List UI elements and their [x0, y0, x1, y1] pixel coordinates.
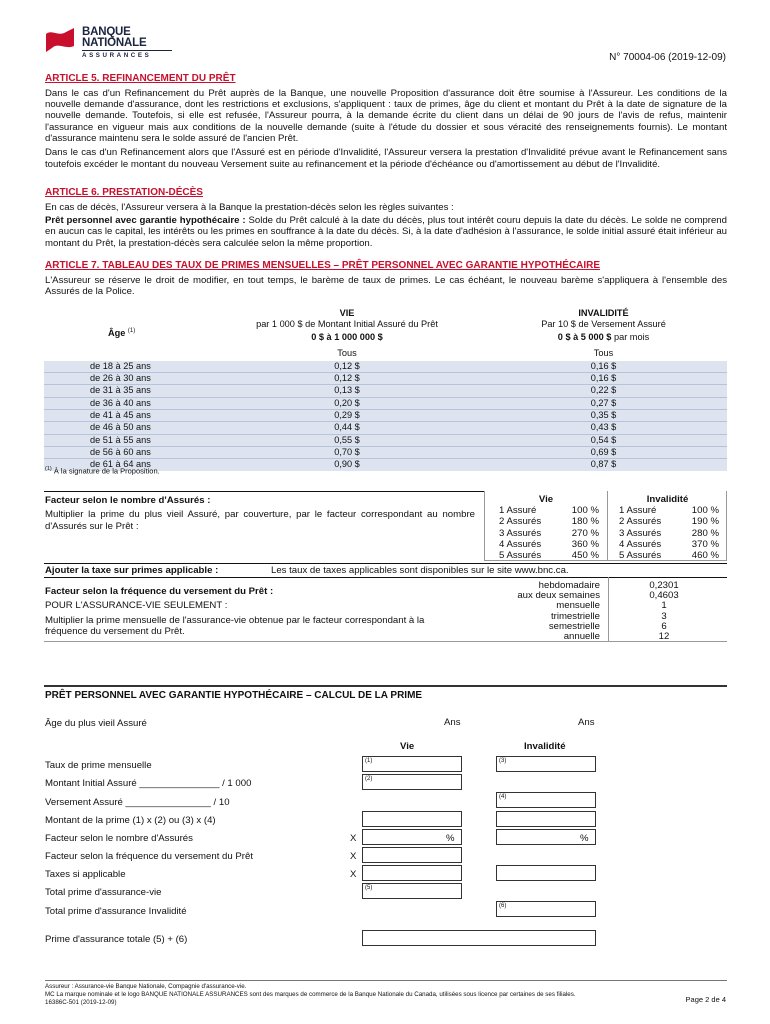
mark-5: (5): [365, 885, 373, 891]
rate-cell-age: de 56 à 60 ans: [44, 446, 214, 458]
frequency-text: Multiplier la prime mensuelle de l'assurance-vie obtenue par le facteur correspondant à la fréquence du versement du Prêt.: [45, 614, 425, 637]
factor-percent: 100 %: [691, 505, 719, 516]
frequency-column-divider: [608, 577, 609, 641]
pct-vie: %: [446, 833, 455, 844]
article-5: [45, 73, 727, 170]
x-mark-taxes: X: [350, 869, 357, 880]
rates-body: [44, 361, 727, 471]
invalidite-range-amount: 0 $ à 5 000 $: [557, 332, 612, 343]
logo-divider: [82, 50, 172, 51]
frequency-value: 12: [658, 630, 670, 642]
label-prime-totale: Prime d'assurance totale (5) + (6): [45, 934, 188, 945]
frequency-title: Facteur selon la fréquence du versement du Prêt :: [45, 586, 274, 597]
logo-line2: NATIONALE: [82, 37, 147, 49]
taxes-title: Ajouter la taxe sur primes applicable :: [45, 565, 219, 576]
label-prime: Montant de la prime (1) x (2) ou (3) x (4): [45, 815, 216, 826]
article-5-title: ARTICLE 5. REFINANCEMENT DU PRÊT: [45, 73, 236, 84]
calc-title: PRÊT PERSONNEL AVEC GARANTIE HYPOTHÉCAIRE – CALCUL DE LA PRIME: [45, 690, 423, 701]
article-6-paragraph-1: En cas de décès, l'Assureur versera à la Banque la prestation-décès selon les règles suivantes :: [45, 201, 454, 213]
rate-cell-vie: 0,12 $: [214, 361, 480, 373]
frequency-label: hebdomadaire: [538, 580, 600, 591]
label-versement: Versement Assuré ________________ / 10: [45, 797, 230, 808]
article-7-paragraph: L'Assureur se réserve le droit de modifier, en tout temps, le barème de taux de primes. Le cas échéant, le nouveau barème s'appliquera à l'ensemble des Assurés de la Police.: [45, 274, 727, 298]
factor-assures-text: Multiplier la prime du plus vieil Assuré, par couverture, par le facteur correspondant au nombre d'Assurés sur le Prêt :: [45, 509, 475, 532]
logo-line1: BANQUE: [82, 26, 131, 38]
frequency-label: trimestrielle: [550, 610, 600, 622]
frequency-value: 1: [661, 600, 667, 612]
logo-flag-icon: [44, 28, 76, 52]
rate-row: [44, 422, 727, 434]
rate-cell-vie: 0,55 $: [214, 434, 480, 446]
article-6-bold: Prêt personnel avec garantie hypothécaire :: [45, 215, 246, 227]
rate-row: [44, 446, 727, 458]
frequency-label: semestrielle: [548, 620, 600, 632]
factor-row: [619, 505, 719, 516]
calc-col-invalidite: Invalidité: [524, 741, 566, 752]
age-header-note: (1): [127, 328, 136, 335]
pct-invalidite: %: [580, 833, 589, 844]
factor-percent: 270 %: [571, 527, 599, 539]
factor-assures-text-block: [45, 495, 475, 532]
footer: [45, 980, 727, 1007]
factor-row: [619, 539, 719, 550]
input-taxes-invalidite[interactable]: [496, 865, 596, 881]
rate-cell-vie: 0,70 $: [214, 446, 480, 458]
label-montant: Montant Initial Assuré _______________ / 1 000: [45, 778, 252, 789]
rate-row: [44, 397, 727, 409]
calc-ans-2: Ans: [578, 717, 595, 728]
factor-row: [499, 505, 599, 516]
rate-cell-vie: 0,44 $: [214, 422, 480, 434]
factor-row: [619, 550, 719, 561]
factor-row: [619, 516, 719, 527]
article-7-title: ARTICLE 7. TABLEAU DES TAUX DE PRIMES MENSUELLES – PRÊT PERSONNEL AVEC GARANTIE HYPOTHÉCAIRE: [45, 260, 601, 271]
mark-2: (2): [365, 776, 373, 782]
x-mark-frequence: X: [350, 851, 357, 862]
article-7: [45, 260, 727, 297]
label-total-vie: Total prime d'assurance-vie: [45, 887, 162, 898]
frequency-values: [614, 580, 714, 641]
input-versement-invalidite[interactable]: [496, 792, 596, 808]
vie-range: 0 $ à 1 000 000 $: [214, 330, 480, 346]
rates-table: [44, 307, 727, 471]
mark-3: (3): [499, 758, 507, 764]
factor-count: 1 Assuré: [499, 505, 537, 516]
frequency-labels: [470, 580, 600, 641]
rate-cell-age: de 51 à 55 ans: [44, 434, 214, 446]
invalidite-subheader: Par 10 $ de Versement Assuré: [480, 319, 727, 330]
article-5-paragraph-1: Dans le cas d'un Refinancement du Prêt auprès de la Banque, une nouvelle Proposition d'assurance doit être soumise à l'Assureur. Les conditions de la nouvelle demande d'assurance, dont les restrictions et exclusions, s'appliquent : taux de primes, âge du client et montant du Prêt à la date de signature de la nouvelle demande. Toutefois, si elle est refusée, l'Assureur pourra, à la demande écrite du client dans un délai de 90 jours de l'avis de refus, maintenir l'assurance en vigueur mais aux conditions de la nouvelle demande (suite à l'étude du dossier et sous véracité des renseignements fournis). Le montant d'assurance maintenu sera le solde assuré de l'ancien Prêt.: [45, 87, 727, 145]
age-header-label: Âge: [108, 328, 126, 339]
bank-logo: [44, 26, 204, 62]
rates-footnote-text: À la signature de la Proposition.: [51, 466, 160, 476]
input-total-vie[interactable]: [362, 883, 462, 899]
input-total-invalidite[interactable]: [496, 901, 596, 917]
vie-subheader: par 1 000 $ de Montant Initial Assuré du Prêt: [214, 319, 480, 330]
frequency-label: aux deux semaines: [517, 590, 600, 602]
vie-who: Tous: [214, 346, 480, 361]
article-6-title: ARTICLE 6. PRESTATION-DÉCÈS: [45, 187, 203, 198]
rate-row: [44, 434, 727, 446]
factor-count: 3 Assurés: [619, 527, 662, 539]
factor-inv-header: Invalidité: [646, 494, 689, 505]
input-taux-vie[interactable]: [362, 756, 462, 772]
rates-footnote-mark: (1): [45, 466, 52, 472]
input-montant-vie[interactable]: [362, 774, 462, 790]
invalidite-range: [480, 330, 727, 346]
input-taxes-vie[interactable]: [362, 865, 462, 881]
x-mark-assures: X: [350, 833, 357, 844]
factor-row: [619, 528, 719, 539]
footer-line-3: 16386C-501 (2019-12-09): [45, 999, 117, 1007]
rate-cell-inv: 0,35 $: [480, 410, 727, 422]
invalidite-header: INVALIDITÉ: [480, 307, 727, 319]
rate-cell-inv: 0,87 $: [480, 459, 727, 471]
mark-1: (1): [365, 758, 373, 764]
rate-cell-vie: 0,90 $: [214, 459, 480, 471]
article-6-paragraph-2: [45, 215, 727, 249]
rate-cell-inv: 0,69 $: [480, 446, 727, 458]
factor-count: 3 Assurés: [499, 527, 542, 539]
rate-row: [44, 373, 727, 385]
input-prime-vie[interactable]: [362, 811, 462, 827]
age-header: [44, 307, 214, 361]
page-number: Page 2 de 4: [685, 995, 726, 1004]
article-5-paragraph-2: Dans le cas d'un Refinancement alors que l'Assuré est en période d'Invalidité, l'Assureur versera la prestation d'Invalidité prévue avant le Refinancement sans toutefois excéder le montant du nouveau Versement suite au refinancement et la période d'échéance ou d'amortissement au début de l'Invalidité.: [45, 147, 727, 170]
document-number: N° 70004-06 (2019-12-09): [609, 52, 726, 63]
frequency-subtitle: POUR L'ASSURANCE-VIE SEULEMENT :: [45, 600, 228, 612]
factor-percent: 460 %: [691, 550, 719, 562]
factor-count: 5 Assurés: [619, 550, 662, 562]
rate-cell-age: de 46 à 50 ans: [44, 422, 214, 434]
factor-percent: 280 %: [691, 527, 719, 539]
factor-count: 5 Assurés: [499, 550, 542, 562]
rates-footnote: [45, 466, 160, 476]
vie-header: VIE: [214, 307, 480, 319]
factor-percent: 190 %: [691, 516, 719, 528]
label-taux: Taux de prime mensuelle: [45, 760, 152, 771]
frequency-value: 0,2301: [649, 580, 679, 591]
rate-cell-vie: 0,20 $: [214, 397, 480, 409]
rate-cell-age: de 31 à 35 ans: [44, 385, 214, 397]
rate-row: [44, 385, 727, 397]
rate-cell-vie: 0,29 $: [214, 410, 480, 422]
factor-count: 2 Assurés: [619, 516, 662, 528]
rate-cell-age: de 18 à 25 ans: [44, 361, 214, 373]
frequency-label: mensuelle: [556, 600, 600, 612]
factor-count: 2 Assurés: [499, 516, 542, 528]
label-facteur-assures: Facteur selon le nombre d'Assurés: [45, 833, 193, 844]
calc-age-label: Âge du plus vieil Assuré: [45, 718, 147, 729]
factor-vie-rows: [499, 505, 599, 561]
article-6-text: Solde du Prêt calculé à la date du décès, plus tout intérêt couru depuis la date du décès. Le solde ne comprend en aucun cas le capital, les intérêts ou les primes en souffrance à la date du décès. Si, à la date d'adhésion à l'assurance, le solde initial assuré était inférieur au montant du Prêt, la prestation-décès sera calculée selon la même proportion.: [45, 215, 727, 249]
label-facteur-frequence: Facteur selon la fréquence du versement du Prêt: [45, 851, 253, 862]
factor-count: 1 Assuré: [619, 505, 657, 516]
mark-4: (4): [499, 794, 507, 800]
rate-row: [44, 361, 727, 373]
factor-row: [499, 528, 599, 539]
rate-cell-inv: 0,16 $: [480, 361, 727, 373]
frequency-value: 3: [661, 610, 667, 622]
factor-percent: 370 %: [691, 538, 719, 550]
factor-percent: 100 %: [571, 505, 599, 516]
input-prime-totale[interactable]: [362, 930, 596, 946]
factor-row: [499, 539, 599, 550]
rate-cell-inv: 0,43 $: [480, 422, 727, 434]
rate-cell-age: de 61 à 64 ans: [44, 459, 214, 471]
mark-6: (6): [499, 903, 507, 909]
rate-cell-inv: 0,27 $: [480, 397, 727, 409]
frequency-bottom-border: [44, 641, 727, 642]
rate-cell-inv: 0,54 $: [480, 434, 727, 446]
taxes-text: Les taux de taxes applicables sont disponibles sur le site www.bnc.ca.: [271, 565, 569, 576]
rate-cell-age: de 36 à 40 ans: [44, 397, 214, 409]
invalidite-range-suffix: par mois: [611, 332, 650, 343]
frequency-text-block: [45, 586, 465, 637]
frequency-value: 6: [661, 620, 667, 632]
factor-assures-table: [484, 491, 727, 561]
rate-cell-vie: 0,12 $: [214, 373, 480, 385]
invalidite-who: Tous: [480, 346, 727, 361]
footer-line-1: Assureur : Assurance-vie Banque Nationale, Compagnie d'assurance-vie.: [45, 983, 247, 990]
input-prime-invalidite[interactable]: [496, 811, 596, 827]
factor-count: 4 Assurés: [619, 538, 662, 550]
article-6: [45, 187, 727, 249]
frequency-label: annuelle: [563, 630, 600, 642]
rate-cell-inv: 0,16 $: [480, 373, 727, 385]
factor-count: 4 Assurés: [499, 538, 542, 550]
footer-line-2: MC La marque nominale et le logo BANQUE NATIONALE ASSURANCES sont des marques de commerce de la Banque Nationale du Canada, utilisées sous licence par certaines de ses filiales.: [45, 991, 576, 999]
calc-top-border: [44, 685, 727, 687]
rate-cell-inv: 0,22 $: [480, 385, 727, 397]
label-total-invalidite: Total prime d'assurance Invalidité: [45, 906, 187, 917]
factor-assures-title: Facteur selon le nombre d'Assurés :: [45, 495, 211, 506]
factor-percent: 180 %: [571, 516, 599, 528]
factor-percent: 450 %: [571, 550, 599, 562]
input-facteur-frequence-vie[interactable]: [362, 847, 462, 863]
calc-col-vie: Vie: [400, 741, 415, 752]
rate-cell-age: de 26 à 30 ans: [44, 373, 214, 385]
rate-cell-vie: 0,13 $: [214, 385, 480, 397]
factor-row: [499, 516, 599, 527]
taxes-divider: [44, 563, 727, 564]
factor-row: [499, 550, 599, 561]
factor-inv-rows: [619, 505, 719, 561]
frequency-value: 0,4603: [649, 590, 679, 602]
label-taxes: Taxes si applicable: [45, 869, 126, 880]
calc-ans-1: Ans: [444, 717, 461, 728]
factor-vie-header: Vie: [538, 494, 554, 505]
rate-cell-age: de 41 à 45 ans: [44, 410, 214, 422]
rate-row: [44, 410, 727, 422]
input-taux-invalidite[interactable]: [496, 756, 596, 772]
frequency-divider: [44, 577, 727, 578]
logo-line3: ASSURANCES: [82, 52, 152, 59]
factor-percent: 360 %: [571, 538, 599, 550]
